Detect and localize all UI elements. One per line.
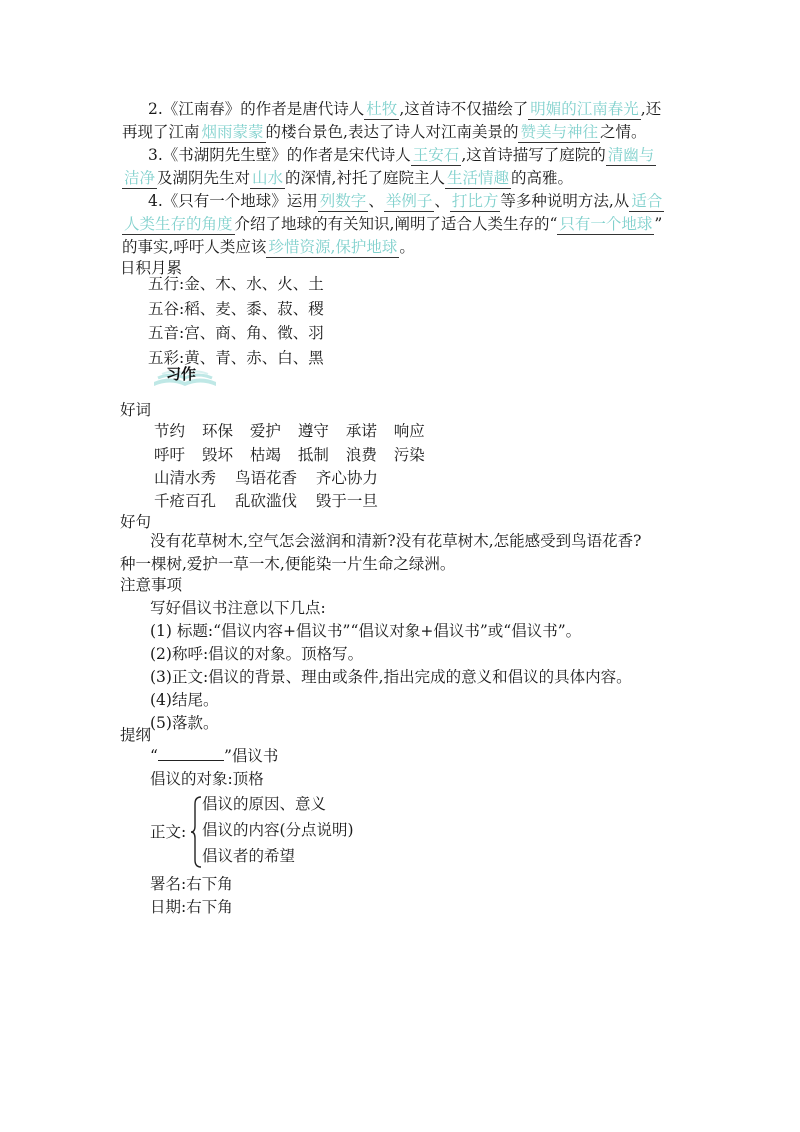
review-item-4-line-3: 的事实,呼吁人类应该 珍惜资源,保护地球 。 xyxy=(122,238,415,256)
answer-blank: 珍惜资源,保护地球 xyxy=(268,238,398,256)
notes-heading: 注意事项 xyxy=(120,576,183,594)
answer-blank: 山水 xyxy=(252,169,284,187)
outline-date: 日期:右下角 xyxy=(150,898,233,916)
review-item-4-line-1: 4.《只有一个地球》运用 列数字 、 举例子 、 打比方 等多种说明方法,从 适合 xyxy=(148,192,663,210)
notes-item: (3)正文:倡议的背景、理由或条件,指出完成的意义和倡议的具体内容。 xyxy=(150,668,632,686)
outline-signature: 署名:右下角 xyxy=(150,875,233,893)
sentence-line: 没有花草树木,空气怎会滋润和清新?没有花草树木,怎能感受到鸟语花香? xyxy=(150,532,642,550)
accumulate-line: 五谷:稻、麦、黍、菽、稷 xyxy=(148,300,324,318)
outline-body-item: 倡议者的希望 xyxy=(202,847,296,865)
review-item-2-line-2: 再现了江南 烟雨蒙蒙 的楼台景色,表达了诗人对江南美景的 赞美与神往 之情。 xyxy=(122,123,647,141)
outline-body-item: 倡议的内容(分点说明) xyxy=(202,821,354,839)
section-badge-label: 习作 xyxy=(166,365,197,383)
good-sentences-heading: 好句 xyxy=(120,513,152,531)
outline-heading: 提纲 xyxy=(120,726,152,744)
notes-item: (2)称呼:倡议的对象。顶格写。 xyxy=(150,645,364,663)
accumulate-line: 五行:金、木、水、火、土 xyxy=(148,275,324,293)
notes-item: (4)结尾。 xyxy=(150,691,219,709)
accumulate-line: 五彩:黄、青、赤、白、黑 xyxy=(148,349,324,367)
word-row: 呼吁 毁坏 枯竭 抵制 浪费 污染 xyxy=(154,446,425,464)
answer-blank: 王安石 xyxy=(412,146,460,164)
review-item-2-line-1: 2.《江南春》的作者是唐代诗人 杜牧 ,这首诗不仅描绘了 明媚的江南春光 ,还 xyxy=(148,100,662,118)
answer-blank: 列数字 xyxy=(319,192,367,210)
answer-blank: 清幽与 xyxy=(607,146,655,164)
review-item-3-line-2: 洁净 及湖阴先生对 山水 的深情,衬托了庭院主人 生活情趣 的高雅。 xyxy=(124,169,574,187)
outline-body-item: 倡议的原因、意义 xyxy=(202,795,327,813)
answer-blank: 杜牧 xyxy=(366,100,398,118)
answer-blank: 赞美与神往 xyxy=(520,123,598,141)
answer-blank: 人类生存的角度 xyxy=(124,215,233,233)
accumulate-heading: 日积月累 xyxy=(120,259,183,277)
answer-blank: 只有一个地球 xyxy=(559,215,653,233)
review-item-3-line-1: 3.《书湖阴先生壁》的作者是宋代诗人 王安石 ,这首诗描写了庭院的 清幽与 xyxy=(148,146,655,164)
notes-intro: 写好倡议书注意以下几点: xyxy=(150,599,326,617)
sentence-line: 种一棵树,爱护一草一木,便能染一片生命之绿洲。 xyxy=(120,555,456,573)
word-row: 千疮百孔 乱砍滥伐 毁于一旦 xyxy=(154,492,378,510)
answer-blank: 适合 xyxy=(631,192,663,210)
section-badge xyxy=(152,362,218,388)
answer-blank: 明媚的江南春光 xyxy=(530,100,639,118)
left-brace-icon xyxy=(190,796,202,868)
good-words-heading: 好词 xyxy=(120,401,152,419)
word-row: 山清水秀 鸟语花香 齐心协力 xyxy=(154,469,378,487)
title-blank xyxy=(158,746,224,761)
word-row: 节约 环保 爱护 遵守 承诺 响应 xyxy=(154,422,425,440)
notes-item: (1) 标题:“倡议内容+倡议书”“倡议对象+倡议书”或“倡议书”。 xyxy=(150,622,582,640)
accumulate-line: 五音:宫、商、角、徵、羽 xyxy=(148,324,324,342)
answer-blank: 举例子 xyxy=(385,192,433,210)
outline-body-label: 正文: xyxy=(150,823,187,841)
outline-target: 倡议的对象:顶格 xyxy=(150,770,264,788)
outline-title: “ ”倡议书 xyxy=(150,747,279,765)
answer-blank: 洁净 xyxy=(124,169,156,187)
answer-blank: 打比方 xyxy=(451,192,499,210)
review-item-4-line-2: 人类生存的角度 介绍了地球的有关知识,阐明了适合人类生存的“ 只有一个地球 ” xyxy=(124,215,663,233)
answer-blank: 烟雨蒙蒙 xyxy=(201,123,264,141)
answer-blank: 生活情趣 xyxy=(446,169,509,187)
notes-item: (5)落款。 xyxy=(150,714,219,732)
